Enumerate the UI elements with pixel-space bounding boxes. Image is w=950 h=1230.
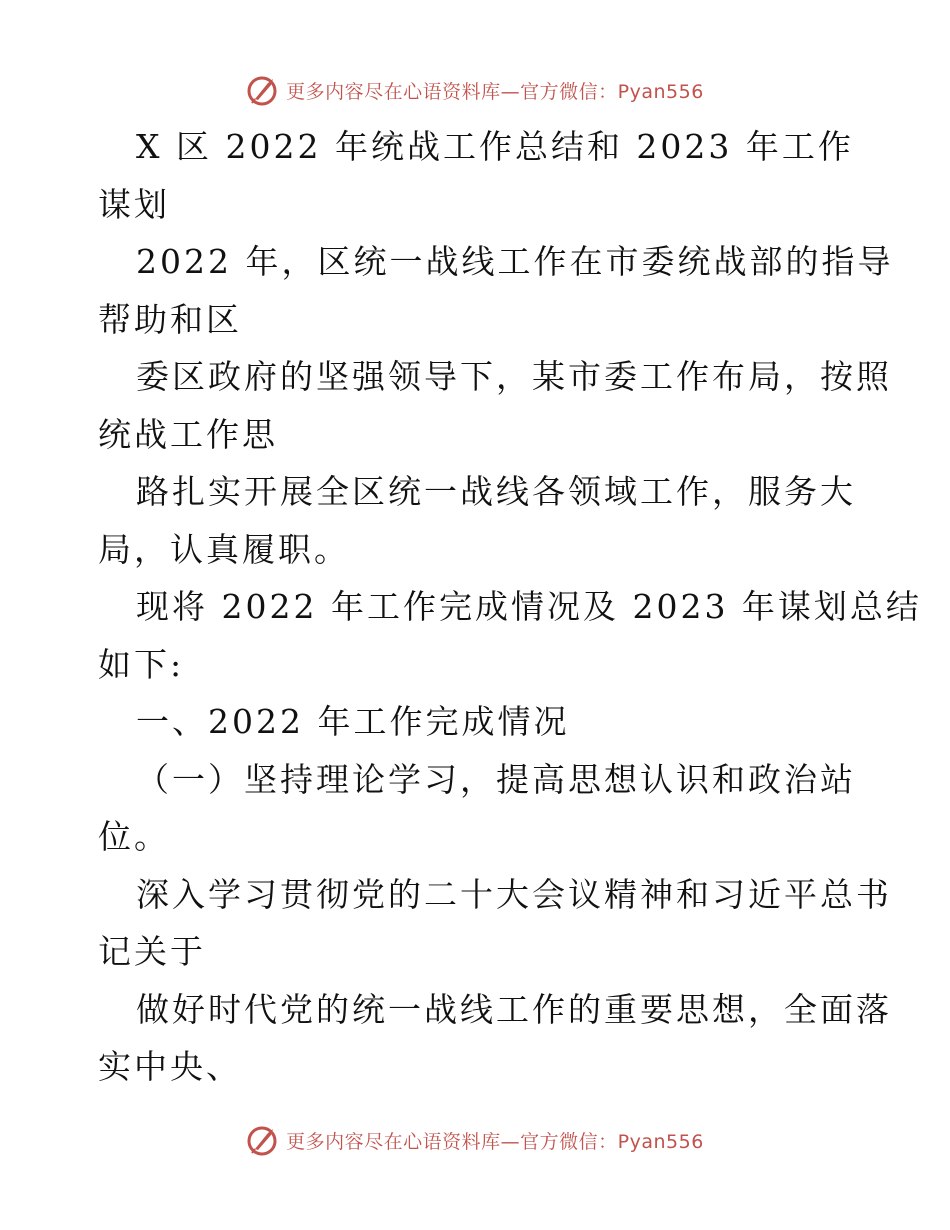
title-line-1: X 区 2022 年统战工作总结和 2023 年工作: [136, 127, 854, 166]
paragraph-line: 2022 年，区统一战线工作在市委统战部的指导: [136, 242, 894, 281]
paragraph: [98, 981, 892, 1096]
paragraph-line: 局，认真履职。: [98, 529, 350, 569]
header-banner: [0, 70, 950, 110]
subsection-heading: [98, 751, 858, 866]
banner-text: 更多内容尽在心语资料库—官方微信：Pyan556: [286, 1130, 704, 1153]
paragraph-line: 统战工作思: [98, 414, 278, 454]
quill-pen-logo-icon: [246, 73, 280, 107]
paragraph-line: 做好时代党的统一战线工作的重要思想，全面落: [136, 989, 892, 1029]
footer-banner: [0, 1120, 950, 1160]
document-body: [98, 118, 922, 1096]
section-heading: [98, 693, 858, 751]
paragraph: [98, 578, 922, 693]
paragraph-line: （一）坚持理论学习，提高思想认识和政治站: [136, 759, 856, 799]
section-heading-text: 一、2022 年工作完成情况: [136, 702, 570, 741]
paragraph: [98, 866, 892, 981]
paragraph: [98, 348, 892, 463]
paragraph-line: 委区政府的坚强领导下，某市委工作布局，按照: [136, 357, 892, 396]
paragraph-line: 路扎实开展全区统一战线各领域工作，服务大: [136, 472, 856, 511]
paragraph-line: 深入学习贯彻党的二十大会议精神和习近平总书: [136, 874, 892, 914]
document-title: [98, 118, 858, 233]
paragraph-line: 位。: [98, 817, 170, 856]
title-line-2: 谋划: [98, 184, 170, 224]
paragraph-line: 记关于: [98, 932, 206, 971]
paragraph: [98, 233, 894, 348]
paragraph-line: 实中央、: [98, 1047, 242, 1086]
banner-text: 更多内容尽在心语资料库—官方微信：Pyan556: [286, 80, 704, 103]
paragraph-line: 帮助和区: [98, 299, 242, 339]
paragraph: [98, 463, 858, 578]
quill-pen-logo-icon: [246, 1123, 280, 1157]
paragraph-line: 如下:: [98, 644, 185, 684]
paragraph-line: 现将 2022 年工作完成情况及 2023 年谋划总结: [136, 587, 922, 626]
